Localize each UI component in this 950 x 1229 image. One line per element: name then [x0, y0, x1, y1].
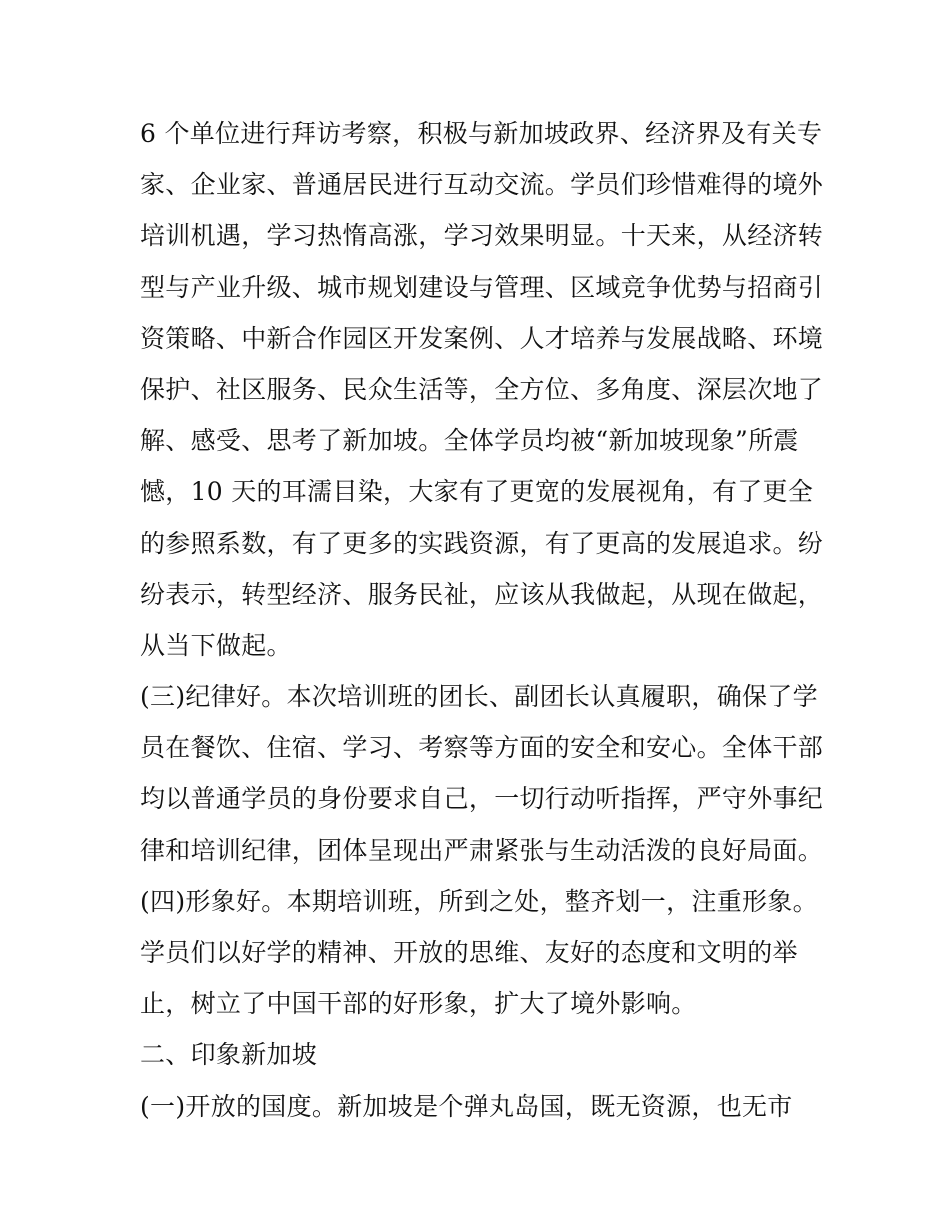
text-line: 均以普通学员的身份要求自己，一切行动听指挥，严守外事纪 [140, 784, 824, 814]
text-line: 解、感受、思考了新加坡。全体学员均被“新加坡现象”所震 [140, 426, 799, 456]
document-body [140, 108, 830, 1132]
text-line: 家、企业家、普通居民进行互动交流。学员们珍惜难得的境外 [140, 170, 824, 200]
text-line: (一)开放的国度。新加坡是个弹丸岛国，既无资源，也无市 [140, 1091, 793, 1121]
text-line: 资策略、中新合作园区开发案例、人才培养与发展战略、环境 [140, 323, 824, 353]
text-line: (四)形象好。本期培训班，所到之处，整齐划一，注重形象。 [140, 886, 818, 916]
text-line: 员在餐饮、住宿、学习、考察等方面的安全和安心。全体干部 [140, 733, 824, 763]
text-line: 型与产业升级、城市规划建设与管理、区域竞争优势与招商引 [140, 272, 824, 302]
text-line: (三)纪律好。本次培训班的团长、副团长认真履职，确保了学 [140, 682, 818, 712]
text-line: 的参照系数，有了更多的实践资源，有了更高的发展追求。纷 [140, 528, 824, 558]
text-line: 律和培训纪律，团体呈现出严肃紧张与生动活泼的良好局面。 [140, 835, 824, 865]
text-line: 培训机遇，学习热惰高涨，学习效果明显。十天来，从经济转 [140, 221, 824, 251]
text-line: 从当下做起。 [140, 630, 292, 660]
text-line: 止，树立了中国干部的好形象，扩大了境外影响。 [140, 989, 697, 1019]
text-line: 憾，10 天的耳濡目染，大家有了更宽的发展视角，有了更全 [140, 477, 814, 507]
section-heading: 二、印象新加坡 [140, 1040, 318, 1070]
text-line: 保护、社区服务、民众生活等，全方位、多角度、深层次地了 [140, 374, 824, 404]
text-line: 6 个单位进行拜访考察，积极与新加坡政界、经济界及有关专 [140, 119, 823, 148]
text-line: 纷表示，转型经济、服务民祉，应该从我做起，从现在做起， [140, 579, 824, 609]
text-line: 学员们以好学的精神、开放的思维、友好的态度和文明的举 [140, 938, 798, 967]
